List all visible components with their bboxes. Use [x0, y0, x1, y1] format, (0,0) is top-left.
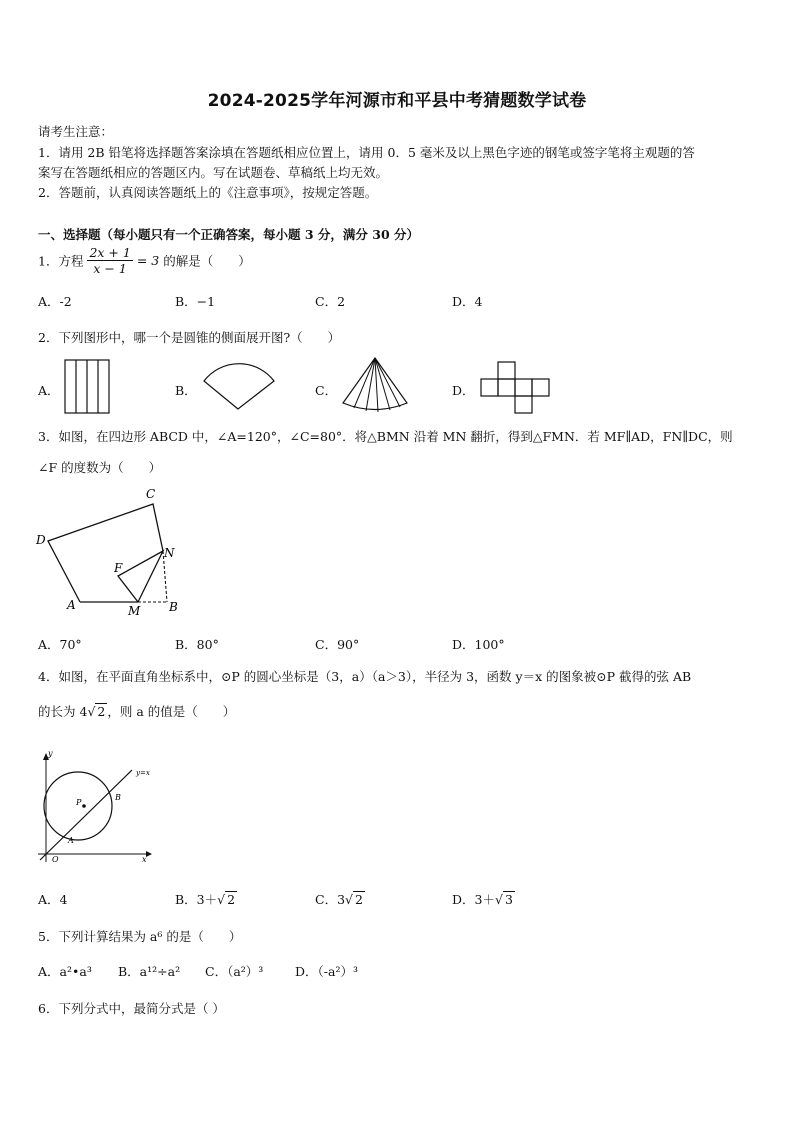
- q4-option-b-prefix: B．3＋: [175, 892, 218, 907]
- q3-label-c: C: [146, 487, 156, 501]
- q1-option-d[interactable]: D．4: [452, 294, 483, 309]
- q3-option-c[interactable]: C．90°: [315, 637, 360, 652]
- q4-option-c-sqrt: √ 2: [345, 892, 363, 907]
- q1-fraction-numerator: 2x + 1: [89, 245, 131, 260]
- question-3-line-1: 3．如图，在四边形 ABCD 中，∠A=120°，∠C=80°．将△BMN 沿着 MN 翻折，得到△FMN．若 MF∥AD，FN∥DC，则: [38, 429, 733, 444]
- q2-option-a-figure: [64, 359, 112, 415]
- q3-option-d[interactable]: D．100°: [452, 637, 505, 652]
- q5-option-b[interactable]: B．a¹²÷a²: [118, 964, 181, 979]
- q4-line2-suffix: ，则 a 的值是（ ）: [107, 704, 236, 719]
- q4-option-d-sqrt: √ 3: [494, 892, 513, 907]
- q4-option-c-radicand: 2: [355, 892, 363, 907]
- question-2: 2．下列图形中，哪一个是圆锥的侧面展开图?（ ）: [38, 330, 341, 345]
- q4-option-b-radicand: 2: [227, 892, 236, 907]
- q2-option-d-figure: [480, 360, 554, 416]
- notice-item-2: 2．答题前，认真阅读答题纸上的《注意事项》，按规定答题。: [38, 185, 378, 200]
- q4-label-b: B: [115, 793, 121, 802]
- question-1: [38, 245, 251, 281]
- q1-suffix: 的解是（ ）: [163, 253, 251, 269]
- q5-option-d[interactable]: D．（-a²）³: [295, 964, 358, 979]
- q1-option-c[interactable]: C．2: [315, 294, 346, 309]
- q4-option-b[interactable]: [175, 890, 237, 908]
- section-heading-choice: 一、选择题（每小题只有一个正确答案，每小题 3 分，满分 30 分）: [38, 227, 420, 242]
- q3-option-a[interactable]: A．70°: [38, 637, 82, 652]
- q3-label-b: B: [169, 600, 178, 614]
- q3-label-m: M: [128, 604, 141, 618]
- q2-option-d-label[interactable]: D．: [452, 383, 475, 398]
- q4-option-d[interactable]: [452, 890, 515, 908]
- q5-option-a[interactable]: A．a²•a³: [38, 964, 92, 979]
- q1-option-a[interactable]: A．-2: [38, 294, 72, 309]
- question-3-line-2: ∠F 的度数为（ ）: [38, 460, 162, 475]
- notice-item-1-line-1: 1．请用 2B 铅笔将选择题答案涂填在答题纸相应位置上，请用 0．5 毫米及以上黑色字迹的钢笔或签字笔将主观题的答: [38, 145, 695, 160]
- q2-option-a-label[interactable]: A．: [38, 383, 60, 398]
- q2-option-b-figure: [200, 357, 280, 413]
- notice-heading: 请考生注意：: [38, 124, 114, 139]
- q4-option-d-radicand: 3: [504, 892, 513, 907]
- q1-fraction: [87, 245, 132, 276]
- notice-item-1-line-2: 案写在答题纸相应的答题区内。写在试题卷、草稿纸上均无效。: [38, 165, 389, 180]
- q3-label-a: A: [67, 598, 76, 612]
- question-4-line-1: 4．如图，在平面直角坐标系中，⊙P 的圆心坐标是（3，a）（a＞3），半径为 3，函数 y＝x 的图象被⊙P 截得的弦 AB: [38, 669, 692, 684]
- q4-option-b-sqrt: √ 2: [217, 892, 236, 907]
- q4-label-x: x: [142, 855, 147, 864]
- q3-label-f: F: [114, 561, 123, 575]
- q3-option-b[interactable]: B．80°: [175, 637, 219, 652]
- q1-fraction-denominator: x − 1: [93, 261, 127, 276]
- q3-label-d: D: [36, 533, 46, 547]
- q4-label-y: y: [48, 750, 53, 758]
- q1-equals: = 3: [136, 253, 160, 268]
- question-4-line-2: [38, 702, 235, 720]
- question-5: 5．下列计算结果为 a⁶ 的是（ ）: [38, 929, 242, 944]
- q4-option-c[interactable]: [315, 890, 365, 908]
- q4-sqrt-radicand: 2: [97, 704, 106, 719]
- q4-label-line-yx: y=x: [136, 769, 150, 777]
- q4-option-c-prefix: C．3: [315, 892, 346, 907]
- question-6: 6．下列分式中，最简分式是（ ）: [38, 1001, 225, 1016]
- q2-option-c-label[interactable]: C．: [315, 383, 338, 398]
- q4-line2-prefix: 的长为 4: [38, 704, 88, 719]
- q4-sqrt: √ 2: [87, 704, 106, 719]
- q4-coordinate-figure: [34, 750, 158, 866]
- q4-option-a[interactable]: A．4: [38, 892, 68, 907]
- q1-option-b[interactable]: B．−1: [175, 294, 216, 309]
- q3-quadrilateral-figure: [34, 484, 194, 618]
- q1-prefix: 1．方程: [38, 253, 84, 269]
- q2-option-c-figure: [340, 356, 412, 416]
- page-title: 2024-2025学年河源市和平县中考猜题数学试卷: [207, 91, 587, 111]
- q4-label-p: P: [76, 798, 82, 807]
- q3-label-n: N: [164, 546, 175, 560]
- q4-option-d-prefix: D．3＋: [452, 892, 495, 907]
- q5-option-c[interactable]: C．（a²）³: [205, 964, 264, 979]
- q2-option-b-label[interactable]: B．: [175, 383, 197, 398]
- q4-label-o: O: [52, 855, 59, 864]
- q4-label-a: A: [68, 836, 74, 845]
